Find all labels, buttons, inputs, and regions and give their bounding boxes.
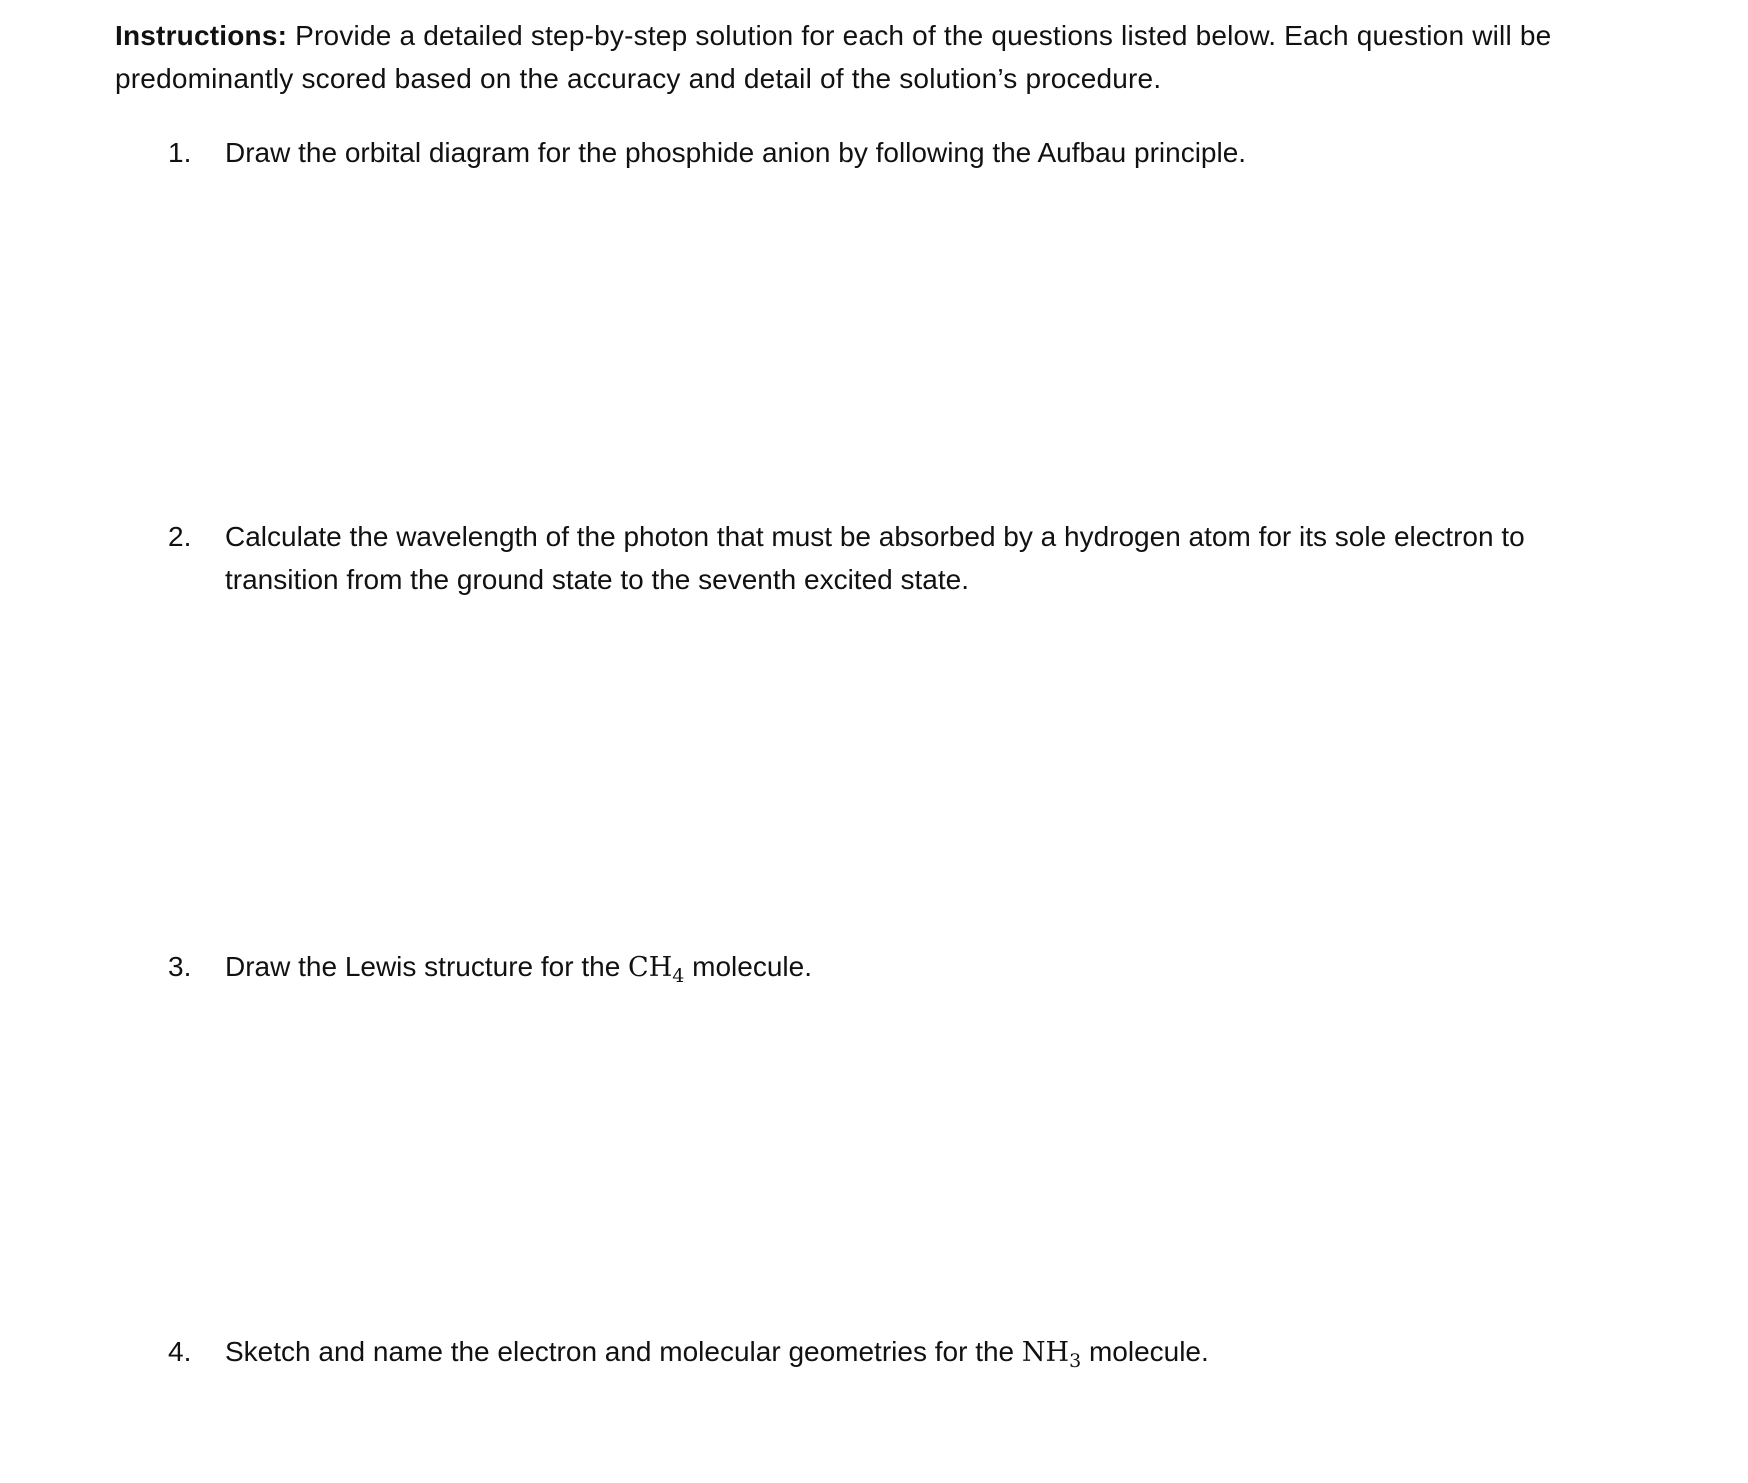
question-text-before: Draw the Lewis structure for the [225,951,629,982]
question-number: 4. [168,1336,192,1367]
formula-subscript: 3 [1069,1350,1082,1372]
question-text [225,945,1558,989]
question-number: 2. [168,521,192,552]
formula-base: CH [628,952,673,983]
question-number: 3. [168,951,192,982]
question-3 [168,945,1558,989]
chemical-formula-nh3 [1021,1337,1082,1372]
question-text-before: Sketch and name the electron and molecular geometries for the [225,1336,1022,1367]
formula-subscript: 4 [672,965,685,987]
question-text-after: molecule. [1081,1336,1209,1367]
instructions-label: Instructions: [115,20,288,51]
question-4 [168,1330,1558,1374]
question-text-after: molecule. [684,951,812,982]
question-number: 1. [168,137,192,168]
question-2 [168,515,1558,601]
question-text [225,1330,1558,1374]
formula-base: NH [1021,1337,1070,1368]
instructions-paragraph [115,14,1555,100]
question-1 [168,131,1558,174]
question-text: Draw the orbital diagram for the phosphide anion by following the Aufbau principle. [225,137,1247,168]
chemical-formula-ch4 [628,952,685,987]
question-text: Calculate the wavelength of the photon that must be absorbed by a hydrogen atom for its sole electron to transition from the ground state to the seventh excited state. [225,521,1525,595]
instructions-text: Provide a detailed step-by-step solution for each of the questions listed below. Each question will be predominantly scored based on the accuracy and detail of the solution’s procedure. [115,20,1552,94]
